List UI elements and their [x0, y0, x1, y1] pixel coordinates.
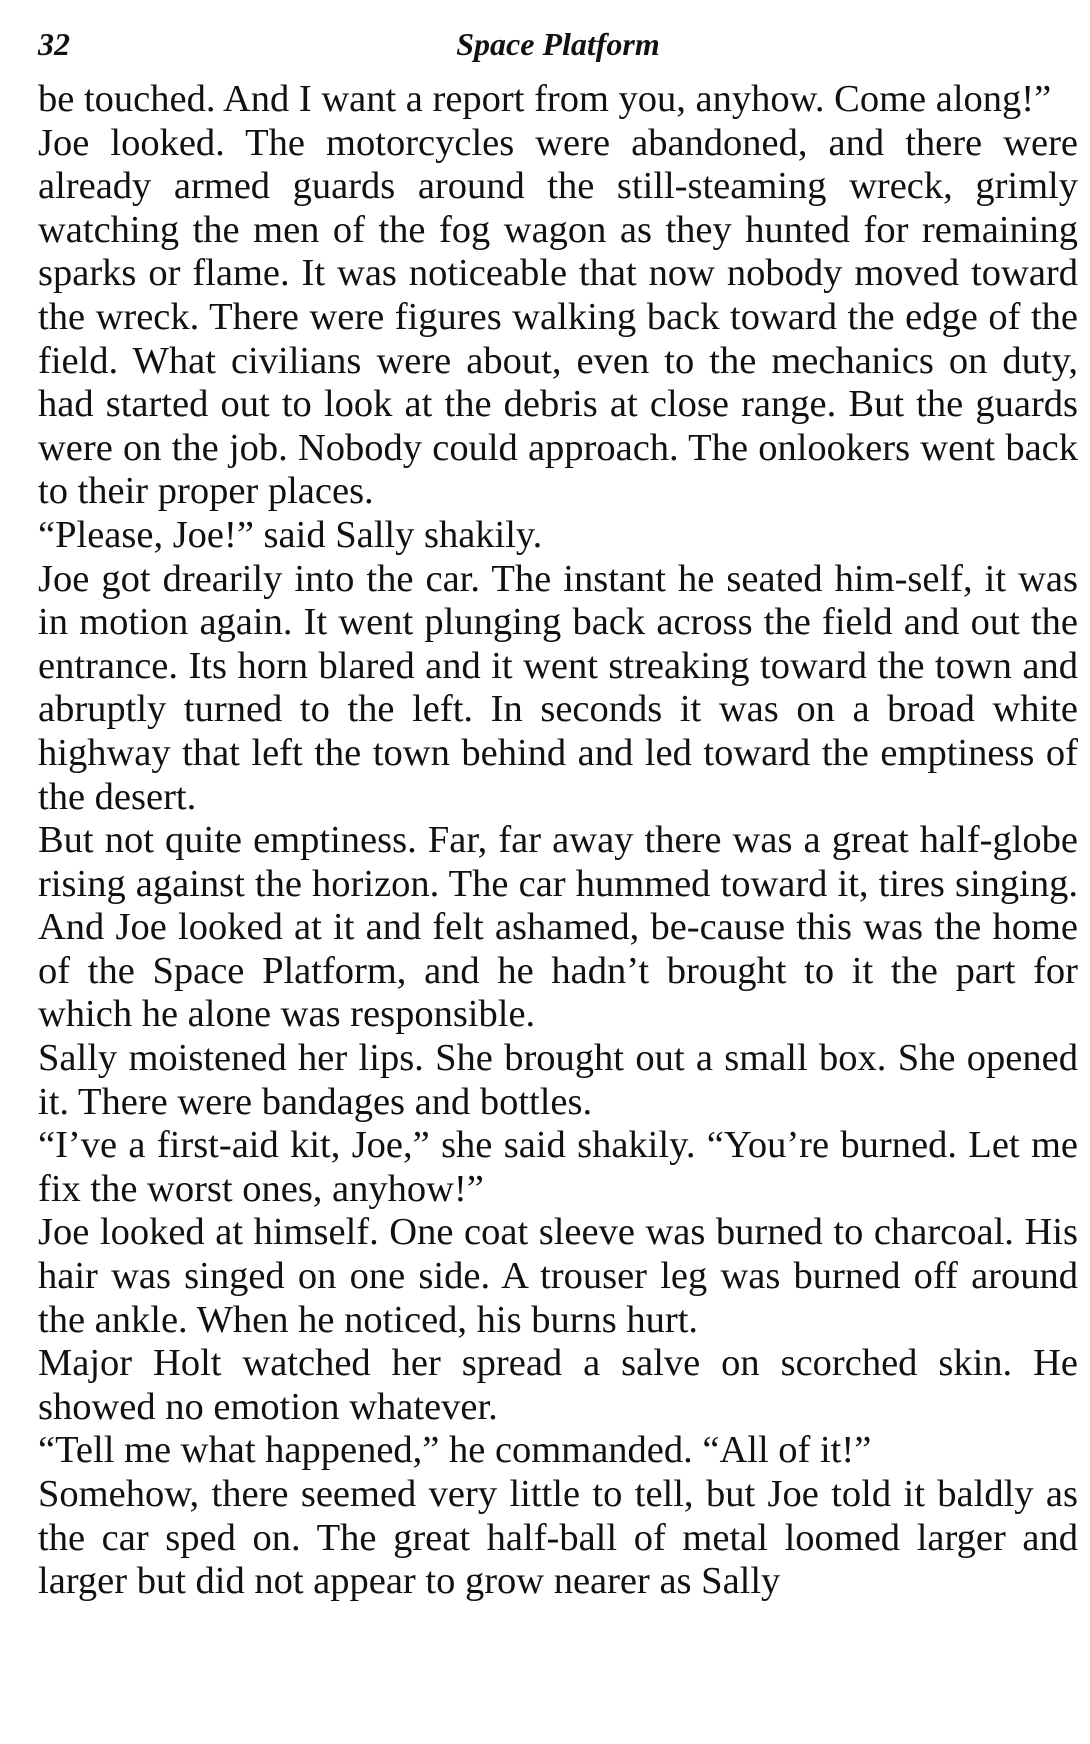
paragraph: Joe looked at himself. One coat sleeve was burned to charcoal. His hair was singed on one side. A trouser leg was burned off around the ankle. When he noticed, his burns hurt. [38, 1211, 1078, 1341]
body-text [38, 78, 1078, 1604]
paragraph: “I’ve a first-aid kit, Joe,” she said shakily. “You’re burned. Let me fix the worst ones, anyhow!” [38, 1124, 1078, 1210]
paragraph: Joe looked. The motorcycles were abandoned, and there were already armed guards around the still-steaming wreck, grimly watching the men of the fog wagon as they hunted for remaining sparks or flame. It was noticeable that now nobody moved toward the wreck. There were figures walking back toward the edge of the field. What civilians were about, even to the mechanics on duty, had started out to look at the debris at close range. But the guards were on the job. Nobody could approach. The onlookers went back to their proper places. [38, 121, 1078, 513]
page-number: 32 [38, 26, 70, 62]
paragraph: Sally moistened her lips. She brought out a small box. She opened it. There were bandages and bottles. [38, 1037, 1078, 1123]
paragraph: “Please, Joe!” said Sally shakily. [38, 513, 543, 556]
paragraph: “Tell me what happened,” he commanded. “All of it!” [38, 1429, 872, 1472]
page-header [38, 18, 1078, 68]
paragraph: Joe got drearily into the car. The instant he seated him-self, it was in motion again. It went plunging back across the field and out the entrance. Its horn blared and it went streaking toward the town and abruptly turned to the left. In seconds it was on a broad white highway that left the town behind and led toward the emptiness of the desert. [38, 557, 1078, 818]
running-title: Space Platform [456, 26, 660, 62]
paragraph: But not quite emptiness. Far, far away there was a great half-globe rising against the horizon. The car hummed toward it, tires singing. And Joe looked at it and felt ashamed, be-cause this was the home of the Space Platform, and he hadn’t brought to it the part for which he alone was responsible. [38, 819, 1078, 1036]
paragraph: Major Holt watched her spread a salve on scorched skin. He showed no emotion whatever. [38, 1342, 1078, 1428]
paragraph: be touched. And I want a report from you, anyhow. Come along!” [38, 78, 1052, 120]
paragraph: Somehow, there seemed very little to tell, but Joe told it baldly as the car sped on. The great half-ball of metal loomed larger and larger but did not appear to grow nearer as Sally [38, 1473, 1078, 1603]
